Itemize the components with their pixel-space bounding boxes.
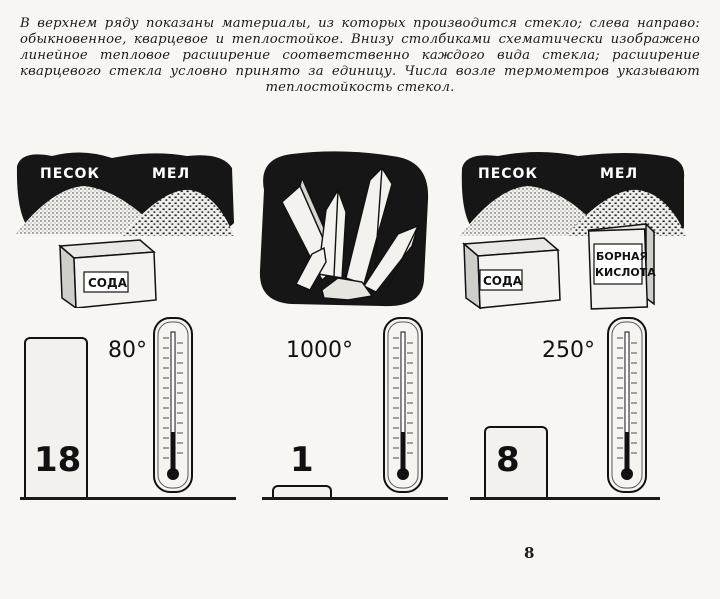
boric-label-line1: БОРНАЯ [596,250,648,263]
thermometer [380,316,426,494]
materials-heat-resistant-glass [458,148,688,313]
sand-label: ПЕСОК [478,166,538,182]
heat-resistance-label: 1000° [286,338,353,363]
expansion-value: 1 [290,440,314,480]
boric-label-line2: КИСЛОТА [595,266,656,279]
expansion-value: 18 [34,440,82,480]
thermometer [604,316,650,494]
quartz-crystals [252,150,434,312]
boric-acid-box [589,224,657,309]
soda-label: СОДА [483,274,522,288]
expansion-value: 8 [496,440,520,480]
heat-resistance-label: 250° [542,338,595,363]
caption: В верхнем ряду показаны материалы, из которых производится стекло; слева направо: обыкновенное, кварцевое и теплостойкое. Внизу столбиками схематически изображено линейное тепловое расширение соответственно каждого вида стекла; расширение кварцевого стекла условно принято за единицу. Числа возле термометров указывают теплостойкость стекол. [20,16,700,95]
thermometer [150,316,196,494]
heat-resistance-label: 80° [108,338,147,363]
baseline [470,497,660,500]
materials-ordinary-glass [12,148,237,308]
chalk-label: МЕЛ [152,166,191,182]
soda-box [464,238,560,308]
chalk-label: МЕЛ [600,166,639,182]
sand-label: ПЕСОК [40,166,100,182]
baseline [262,497,448,500]
soda-label: СОДА [88,276,127,290]
baseline [20,497,236,500]
soda-box [60,240,156,308]
page-number: 8 [524,544,535,562]
